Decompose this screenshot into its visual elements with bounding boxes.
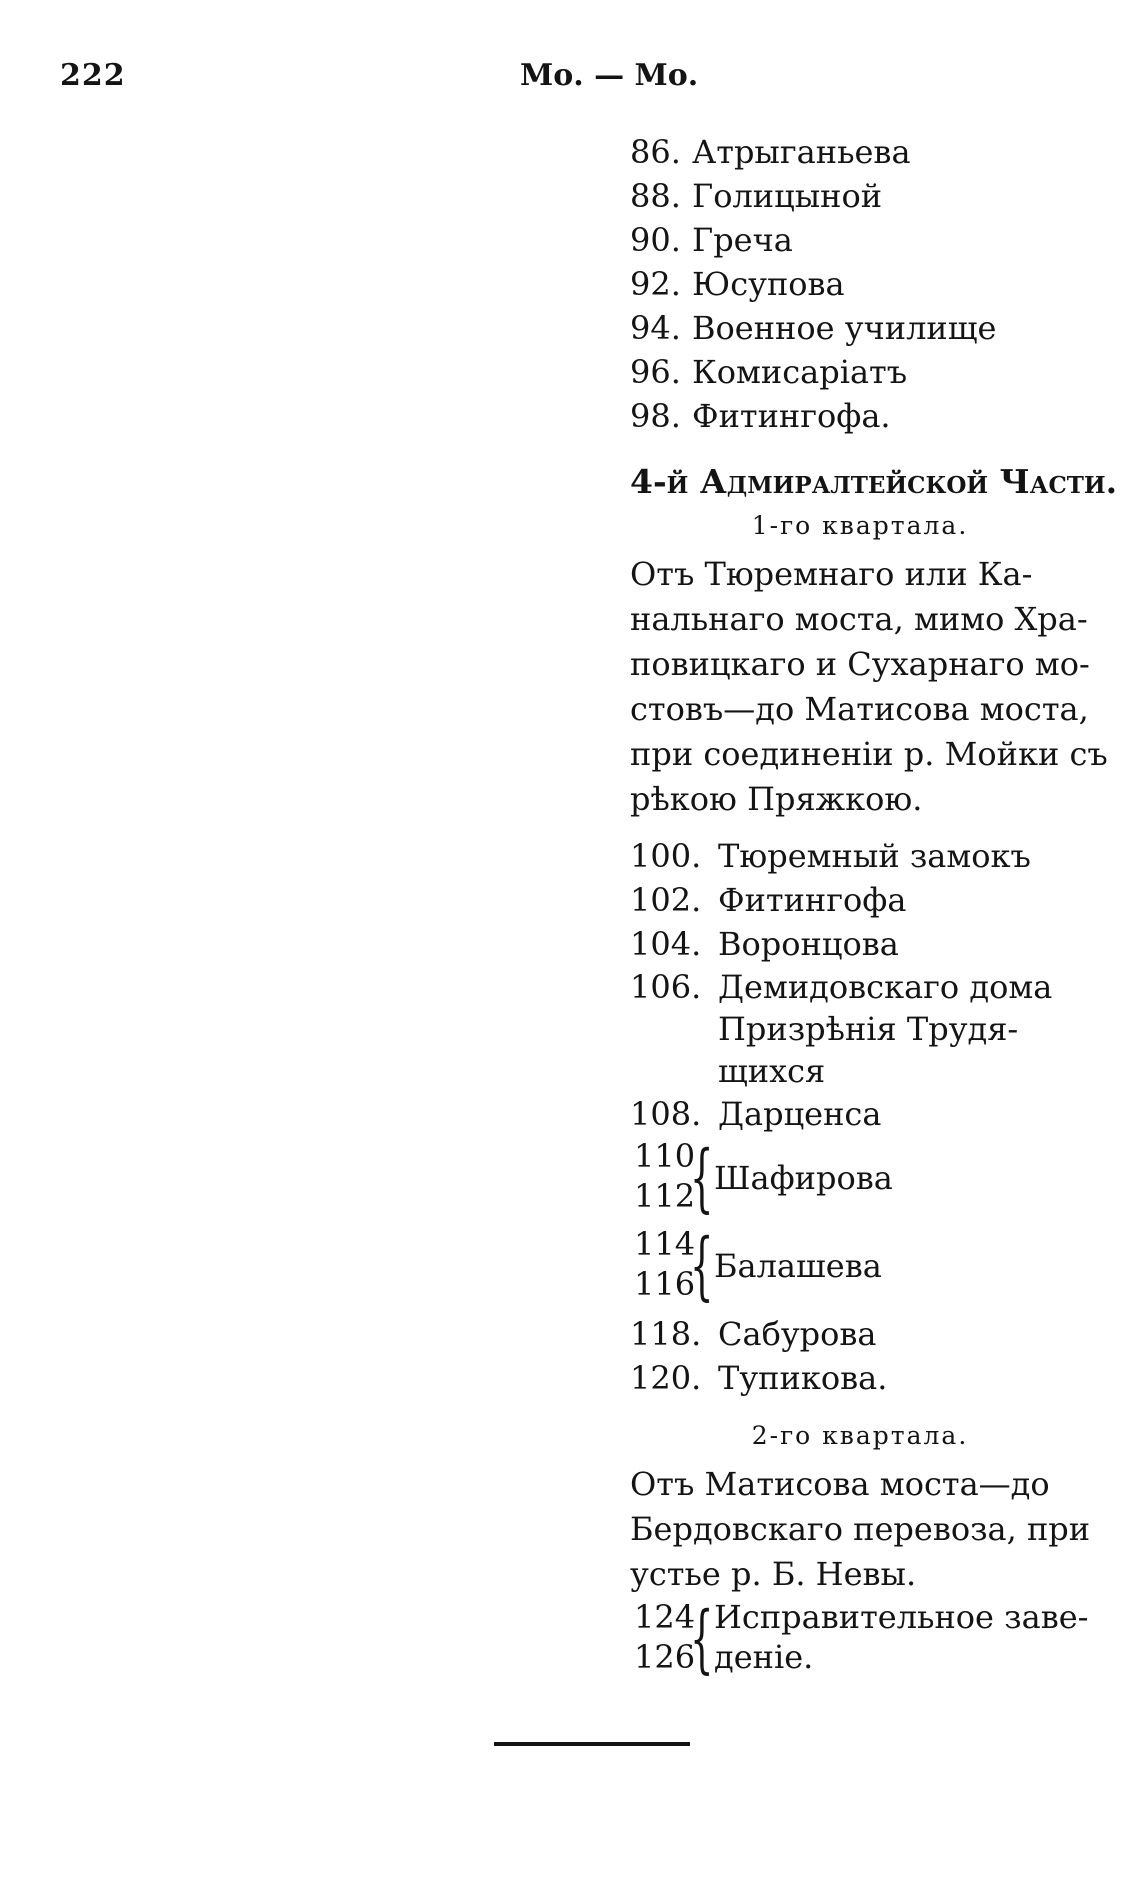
list-item: 98. Фитингофа.	[630, 397, 891, 435]
brace-group: 114 116 { Балашева	[634, 1223, 882, 1309]
list-item: 104. Воронцова	[630, 925, 899, 963]
end-rule	[494, 1742, 690, 1746]
text-column	[630, 130, 1118, 1685]
section-title: 4-й Адмиралтейской Части.	[630, 462, 1118, 501]
quarter-entries	[630, 834, 1090, 1400]
list-top	[630, 130, 1090, 438]
running-head: Мо. — Мо.	[520, 58, 699, 93]
list-item: 96. Комисаріатъ	[630, 353, 908, 391]
list-item: 120. Тупикова.	[630, 1359, 888, 1397]
list-item: 90. Греча	[630, 221, 793, 259]
brace-group: 124 126 { Исправительное заве- деніе.	[634, 1596, 1089, 1682]
quarter-heading: 1-го квартала.	[751, 511, 969, 540]
brace-group: 110 112 { Шафирова	[634, 1135, 893, 1221]
list-item-multiline: 106. Демидовскаго дома Призрѣнія Трудя- щихся	[630, 968, 1053, 1090]
list-item: 86. Атрыганьева	[630, 133, 911, 171]
quarter-description: Отъ Матисова моста—до Бердовскаго перевоза, при устье р. Б. Невы.	[630, 1465, 1091, 1593]
brace-icon: {	[690, 1135, 714, 1221]
list-item: 118. Сабурова	[630, 1315, 877, 1353]
list-item: 108. Дарценса	[630, 1095, 882, 1133]
quarter-heading: 2-го квартала.	[751, 1421, 969, 1450]
list-item: 94. Военное училище	[630, 309, 997, 347]
list-item: 102. Фитингофа	[630, 881, 907, 919]
page-number: 222	[60, 58, 126, 93]
brace-icon: {	[690, 1223, 714, 1309]
list-item: 92. Юсупова	[630, 265, 845, 303]
list-item: 88. Голицыной	[630, 177, 883, 215]
list-item: 100. Тюремный замокъ	[630, 837, 1031, 875]
brace-icon: {	[690, 1596, 714, 1682]
quarter-description: Отъ Тюремнаго или Ка- нальнаго моста, мимо Хра- повицкаго и Сухарнаго мо- стовъ—до Матисова моста, при соединеніи р. Мойки съ рѣкою Пряжкою.	[630, 555, 1108, 818]
